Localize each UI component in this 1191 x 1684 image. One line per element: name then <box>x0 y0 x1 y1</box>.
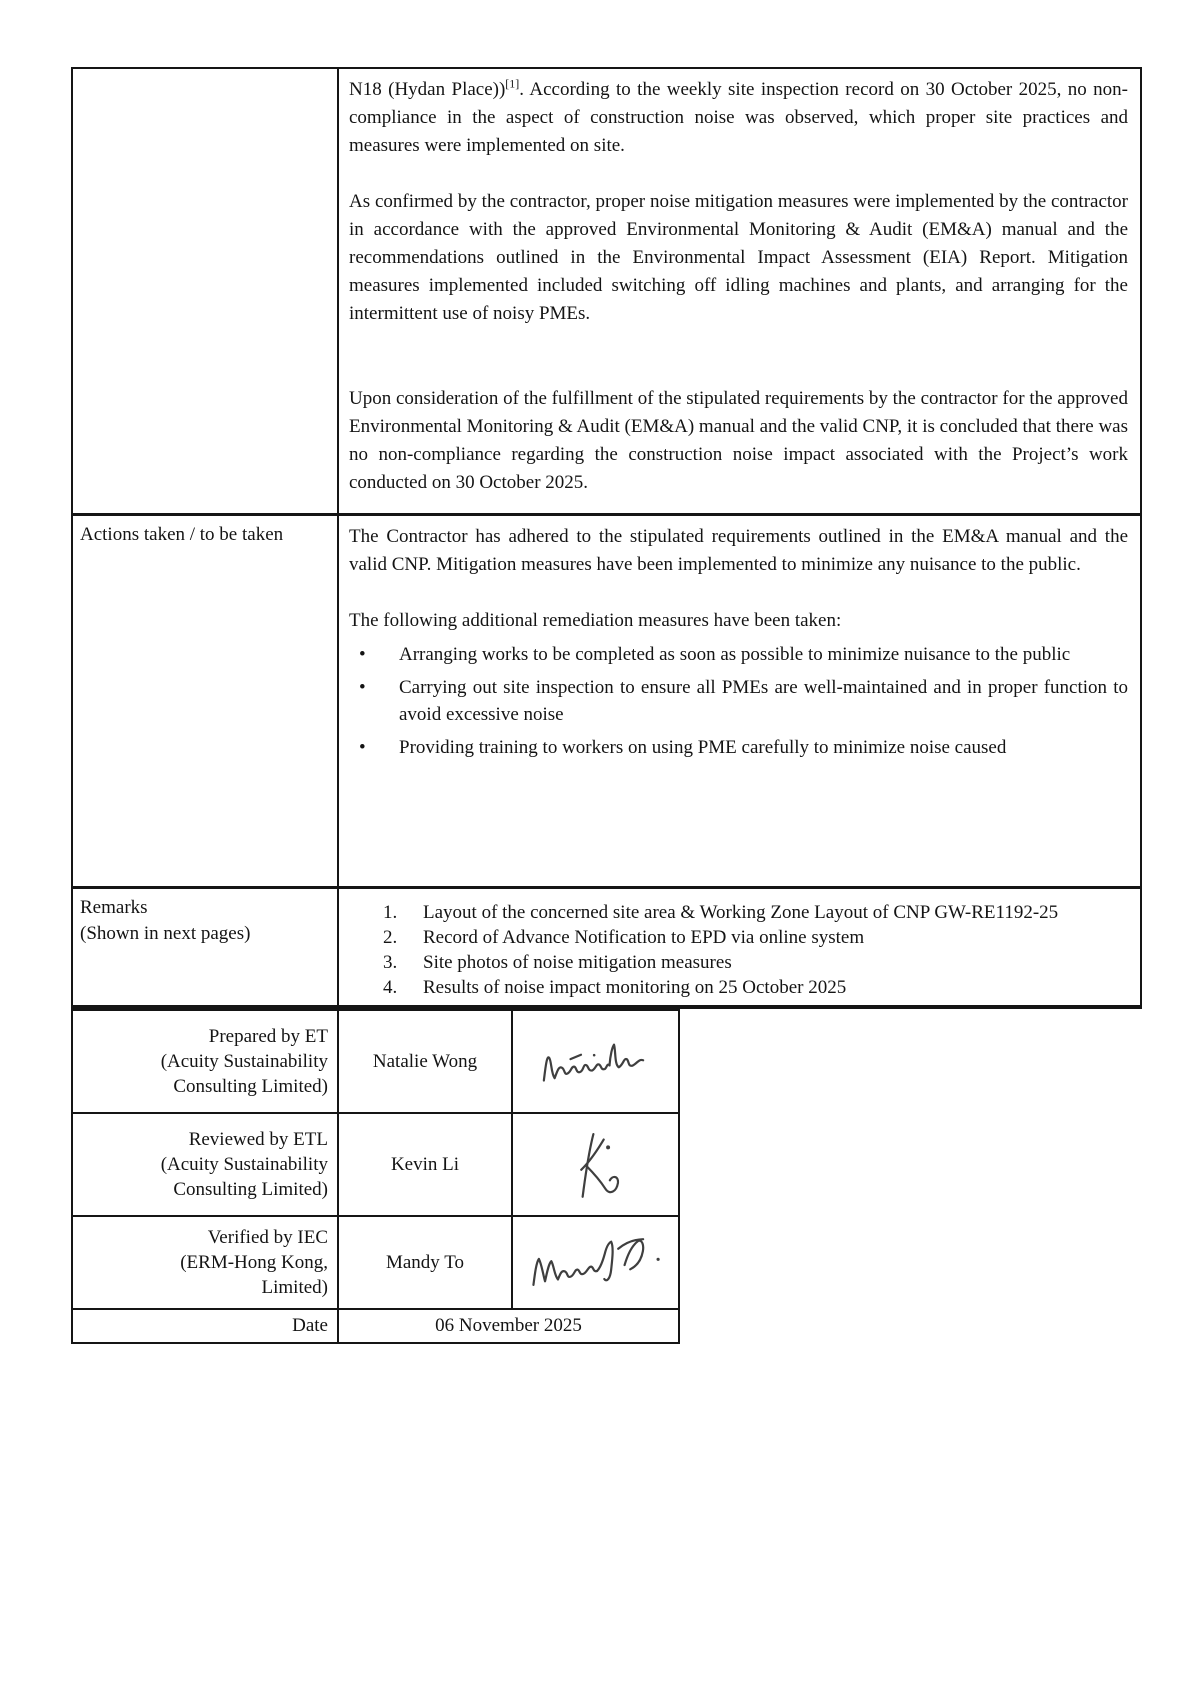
role-line: Reviewed by ETL <box>188 1129 328 1150</box>
signoff-table <box>71 1009 680 1344</box>
bullet-icon: • <box>359 644 366 665</box>
list-item-text: Carrying out site inspection to ensure all PMEs are well-maintained and in proper function to avoid excessive noise <box>399 677 1128 725</box>
actions-label: Actions taken / to be taken <box>80 524 284 545</box>
list-item <box>349 976 1128 999</box>
list-item <box>349 641 1128 668</box>
list-item-text: Record of Advance Notification to EPD via online system <box>423 927 865 948</box>
list-item <box>349 674 1128 728</box>
paragraph-text: . According to the weekly site inspection record on 30 October 2025, no non-compliance in the aspect of construction noise was observed, which proper site practices and measures were implemented on site. <box>349 79 1128 156</box>
actions-paragraph-1: The Contractor has adhered to the stipulated requirements outlined in the EM&A manual and the valid CNP. Mitigation measures have been implemented to minimize any nuisance to the public. <box>349 526 1128 575</box>
bullet-icon: • <box>359 677 366 698</box>
date-value: 06 November 2025 <box>435 1315 582 1336</box>
person-name: Mandy To <box>385 1251 464 1273</box>
continuation-body-cell <box>337 69 1140 513</box>
list-item-text: Layout of the concerned site area & Working Zone Layout of CNP GW-RE1192-25 <box>423 902 1059 923</box>
paragraph-text: N18 (Hydan Place)) <box>349 79 506 100</box>
role-line: Consulting Limited) <box>173 1179 328 1200</box>
date-label-cell <box>73 1308 337 1342</box>
mandy-to-signature <box>521 1226 669 1299</box>
list-item <box>349 951 1128 974</box>
kevin-li-signature <box>564 1124 626 1205</box>
reviewed-by-name-cell <box>337 1112 511 1215</box>
role-line: Verified by IEC <box>207 1227 328 1248</box>
role-line: Limited) <box>261 1277 328 1298</box>
remediation-measures-list <box>349 641 1128 761</box>
list-item <box>349 926 1128 949</box>
report-table <box>71 67 1142 1009</box>
bullet-icon: • <box>359 737 366 758</box>
list-number: 3. <box>383 952 398 973</box>
actions-label-cell <box>73 513 337 886</box>
list-item-text: Site photos of noise mitigation measures <box>423 952 732 973</box>
reviewed-by-role-cell <box>73 1112 337 1215</box>
list-item-text: Arranging works to be completed as soon as possible to minimize nuisance to the public <box>399 644 1071 665</box>
role-line: (ERM-Hong Kong, <box>180 1252 328 1273</box>
list-number: 2. <box>383 927 398 948</box>
prepared-by-role-cell <box>73 1011 337 1112</box>
continuation-label-cell <box>73 69 337 513</box>
continuation-paragraph-3: Upon consideration of the fulfillment of the stipulated requirements by the contractor for the approved Environmental Monitoring & Audit (EM&A) manual and the valid CNP, it is concluded that there was no non-compliance regarding the construction noise impact associated with the Project’s work conducted on 30 October 2025. <box>349 388 1128 493</box>
continuation-paragraph-1 <box>349 76 1128 160</box>
footnote-marker: [1] <box>505 76 520 91</box>
list-item-text: Providing training to workers on using PME carefully to minimize noise caused <box>399 737 1007 758</box>
person-name: Natalie Wong <box>372 1050 478 1072</box>
natalie-wong-signature <box>532 1032 658 1091</box>
role-line: (Acuity Sustainability <box>160 1051 328 1072</box>
person-name: Kevin Li <box>390 1153 460 1175</box>
remarks-list <box>349 896 1128 999</box>
prepared-by-signature-cell <box>511 1011 678 1112</box>
list-item <box>349 734 1128 761</box>
remarks-label: Remarks <box>80 897 148 918</box>
verified-by-signature-cell <box>511 1215 678 1308</box>
verified-by-name-cell <box>337 1215 511 1308</box>
date-value-cell <box>337 1308 678 1342</box>
remarks-body-cell <box>337 886 1140 1005</box>
list-item <box>349 901 1128 924</box>
remarks-label-note: (Shown in next pages) <box>80 923 251 944</box>
list-item-text: Results of noise impact monitoring on 25 October 2025 <box>423 977 847 998</box>
role-line: Prepared by ET <box>208 1026 328 1047</box>
remarks-label-cell <box>73 886 337 1005</box>
role-line: Consulting Limited) <box>173 1076 328 1097</box>
actions-body-cell <box>337 513 1140 886</box>
prepared-by-name-cell <box>337 1011 511 1112</box>
verified-by-role-cell <box>73 1215 337 1308</box>
actions-paragraph-2: The following additional remediation measures have been taken: <box>349 610 842 631</box>
continuation-paragraph-2: As confirmed by the contractor, proper noise mitigation measures were implemented by the contractor in accordance with the approved Environmental Monitoring & Audit (EM&A) manual and the recommendations outlined in the Environmental Impact Assessment (EIA) Report. Mitigation measures implemented included switching off idling machines and plants, and arranging for the intermittent use of noisy PMEs. <box>349 191 1128 324</box>
list-number: 1. <box>383 902 398 923</box>
date-label: Date <box>292 1315 328 1336</box>
list-number: 4. <box>383 977 398 998</box>
reviewed-by-signature-cell <box>511 1112 678 1215</box>
role-line: (Acuity Sustainability <box>160 1154 328 1175</box>
